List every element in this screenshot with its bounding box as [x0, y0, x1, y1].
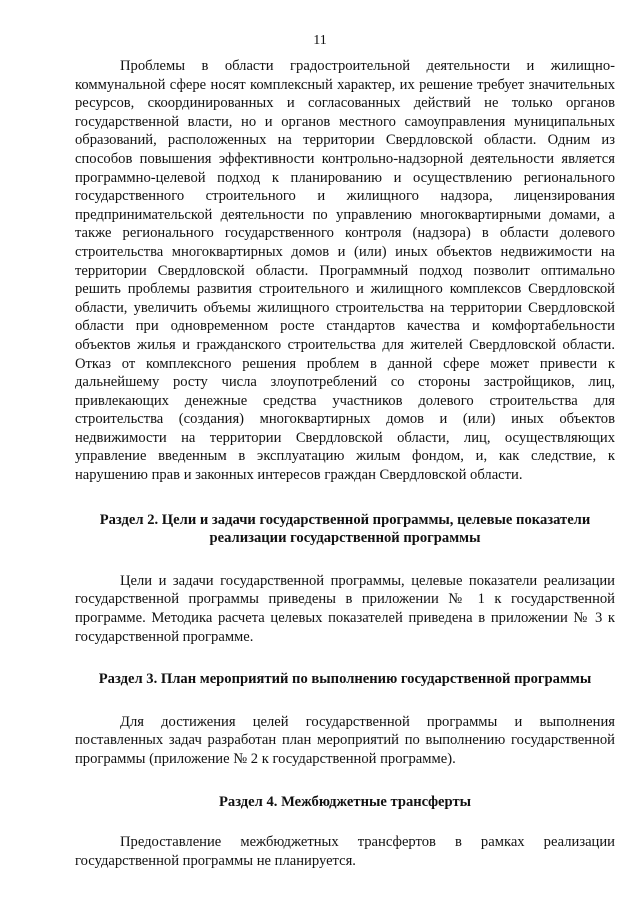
section-3-paragraph: Для достижения целей государственной программы и выполнения поставленных задач разработан план мероприятий по выполнению государственной программы (приложение № 2 к государственной программе). — [75, 713, 615, 767]
section-4-paragraph: Предоставление межбюджетных трансфертов в рамках реализации государственной программы не планируется. — [75, 834, 615, 869]
section-2-heading — [75, 511, 615, 548]
section-2-heading-line-2: реализации государственной программы — [209, 530, 481, 547]
section-3-heading: Раздел 3. План мероприятий по выполнению государственной программы — [98, 671, 592, 688]
section-4-heading: Раздел 4. Межбюджетные трансферты — [218, 793, 472, 810]
section-2-paragraph: Цели и задачи государственной программы, целевые показатели реализации государственной программы приведены в приложении № 1 к государственной программе. Методика расчета целевых показателей приведена в приложении № 3 к государственной программе. — [75, 572, 615, 645]
page-number: 11 — [313, 33, 327, 48]
intro-paragraph: Проблемы в области градостроительной деятельности и жилищно-коммунальной сфере носят комплексный характер, их решение требует значительных ресурсов, скоординированных и согласованных действий не только органов государственной власти, но и органов местного самоуправления муниципальных образований, расположенных на территории Свердловской области. Одним из способов повышения эффективности контрольно-надзорной деятельности является программно-целевой подход к планированию и осуществлению регионального государственного строительного и жилищного надзора, лицензирования предпринимательской деятельности по управлению многоквартирными домами, а также регионального государственного контроля (надзора) в области долевого строительства многоквартирных домов и (или) иных объектов недвижимости на территории Свердловской области. Программный подход позволит оптимально решить проблемы развития строительного и жилищного комплексов Свердловской области, увеличить объемы жилищного строительства на территории Свердловской области при одновременном росте стандартов качества и комфортабельности объектов жилья и гражданского строительства для жителей Свердловской области. Отказ от комплексного решения проблем в данной сфере может привести к дальнейшему росту числа злоупотреблений со стороны застройщиков, лиц, привлекающих денежные средства участников долевого строительства для строительства (создания) многоквартирных домов и (или) иных объектов недвижимости на территории Свердловской области, лиц, осуществляющих управление введенным в эксплуатацию жилым фондом, и, как следствие, к нарушению прав и законных интересов граждан Свердловской области. — [75, 58, 615, 484]
document-body — [75, 57, 615, 870]
section-2-heading-line-1: Раздел 2. Цели и задачи государственной программы, целевые показатели — [99, 511, 591, 528]
